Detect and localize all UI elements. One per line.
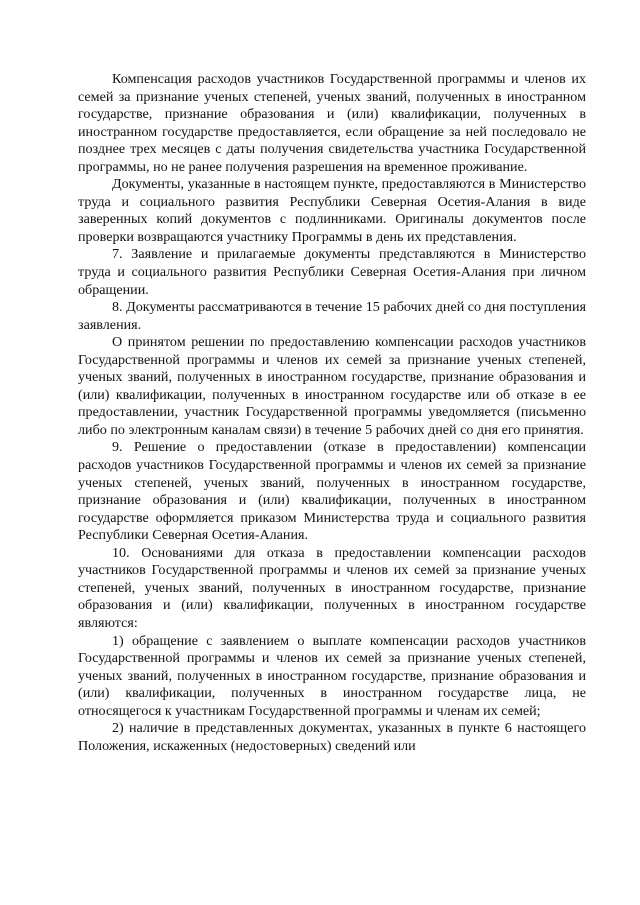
paragraph-compensation-terms: Компенсация расходов участников Государственной программы и членов их семей за признание ученых степеней, ученых званий, полученных в иностранном государстве, признание образования и (или) квалификации, полученных в иностранном государстве предоставляется, если обращение за ней последовало не позднее трех месяцев с даты получения свидетельства участника Государственной программы, но не ранее получения разрешения на временное проживание. bbox=[78, 71, 586, 175]
paragraph-item-9: 9. Решение о предоставлении (отказе в предоставлении) компенсации расходов участников Государственной программы и членов их семей за признание ученых степеней, ученых званий, полученных в иностранном государстве, признание образования и (или) квалификации, полученных в иностранном государстве оформляется приказом Министерства труда и социального развития Республики Северная Осетия-Алания. bbox=[78, 439, 586, 544]
document-body bbox=[78, 71, 586, 755]
paragraph-documents-submission: Документы, указанные в настоящем пункте, предоставляются в Министерство труда и социального развития Республики Северная Осетия-Алания в виде заверенных копий документов с подлинниками. Оригиналы документов после проверки возвращаются участнику Программы в день их представления. bbox=[78, 176, 586, 245]
paragraph-item-8: 8. Документы рассматриваются в течение 15 рабочих дней со дня поступления заявления. bbox=[78, 299, 586, 333]
paragraph-item-7: 7. Заявление и прилагаемые документы представляются в Министерство труда и социального развития Республики Северная Осетия-Алания при личном обращении. bbox=[78, 246, 586, 298]
paragraph-decision-notice: О принятом решении по предоставлению компенсации расходов участников Государственной программы и членов их семей за признание ученых степеней, ученых званий, полученных в иностранном государстве, признание образования и (или) квалификации, полученных в иностранном государстве или об отказе в ее предоставлении, участник Государственной программы уведомляется (письменно либо по электронным каналам связи) в течение 5 рабочих дней со дня его принятия. bbox=[78, 334, 586, 438]
paragraph-item-10: 10. Основаниями для отказа в предоставлении компенсации расходов участников Государственной программы и членов их семей за признание ученых степеней, ученых званий, полученных в иностранном государстве, признание образования и (или) квалификации, полученных в иностранном государстве являются: bbox=[78, 544, 586, 631]
paragraph-subitem-2: 2) наличие в представленных документах, указанных в пункте 6 настоящего Положения, искаженных (недостоверных) сведений или bbox=[78, 720, 586, 754]
paragraph-subitem-1: 1) обращение с заявлением о выплате компенсации расходов участников Государственной программы и членов их семей за признание ученых степеней, ученых званий, полученных в иностранном государстве, признание образования и (или) квалификации, полученных в иностранном государстве лица, не относящегося к участникам Государственной программы и членам их семей; bbox=[78, 632, 586, 719]
